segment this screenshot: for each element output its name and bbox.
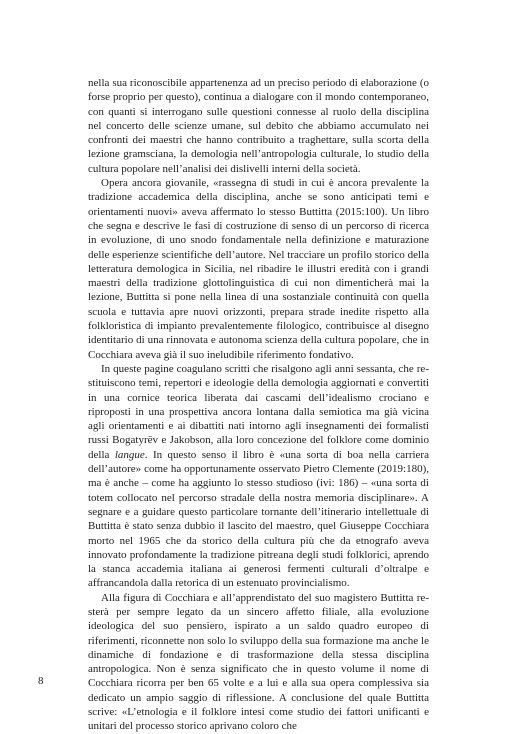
body-text (88, 76, 429, 734)
page-number: 8 (38, 675, 44, 687)
paragraph-1: nella sua riconoscibile appartenenza ad un preciso periodo di elaborazione (o forse proprio per questo), continua a dialogare con il mondo contemporaneo, con quanti si interrogano sulle questioni connesse al ruolo della disciplina nel concerto delle scienze umane, sul debito che abbiamo accumulato nei confronti dei maestri che hanno contribuito a traghettare, sulla scorta della lezione gramsciana, la demologia nell’antropologia culturale, lo studio della cultura popolare nell’analisi dei dislivelli interni della società. (88, 77, 429, 175)
paragraph-3-part-1: In queste pagine coagulano scritti che risalgono agli anni sessanta, che restituiscono temi, repertori e ideologie della demologia aggiornati e convertiti in una cornice teorica liberata dai cascami dell’idealismo crociano e riproposti in una prospettiva ancora lontana dalla semiotica ma già vicina agli orientamenti e ai dibattiti nati intorno agli insegnamenti dei formalisti russi Bogatyrëv e Jakobson, alla loro concezione del folklore come dominio della (88, 362, 429, 461)
paragraph-3 (88, 362, 429, 591)
paragraph-2: Opera ancora giovanile, «rassegna di studi in cui è ancora prevalente la tradizione accademica della disciplina, anche se sono anticipati temi e orientamenti nuovi» aveva affermato lo stesso Buttitta (2015:100). Un libro che segna e descrive le fasi di costruzione di senso di un percorso di ricerca in evoluzione, di uno snodo fondamentale nella definizione e maturazione delle esperienze scientifiche dell’autore. Nel tracciare un profilo storico della letteratura demologica in Sicilia, nel ribadire le illustri eredità con i grandi maestri della tradizione glottolinguistica di cui non dimenticherà mai la lezione, Buttitta si pone nella linea di una sostanziale continuità con quella scuola e tuttavia apre nuovi orizzonti, prepara strade inedite rispetto alla folkloristica di impianto prevalentemente filologico, contribuisce al disegno identitario di una rinnovata e autonoma scienza della cultura popolare, che in Cocchiara aveva già il suo ineludibile riferimento fondativo. (88, 177, 429, 361)
italic-term-langue: langue (114, 448, 145, 461)
paragraph-4: Alla figura di Cocchiara e all’apprendistato del suo magistero Buttitta resterà per sempre legato da un sincero affetto filiale, alla evoluzione ideologica del suo pensiero, ispirato a un saldo quadro europeo di riferimenti, riconnette non solo lo sviluppo della sua formazione ma anche le dinamiche di fondazione e di trasformazione della stessa disciplina antropologica. Non è senza significato che in questo volume il nome di Cocchiara ricorra per ben 65 volte e a lui e alla sua opera complessiva sia dedicato un ampio saggio di riflessione. A conclusione del quale Buttitta scrive: «L’etnologia e il folklore intesi come studio dei fattori unificanti e unitari del processo storico aprivano coloro che (88, 591, 429, 733)
paragraph-3-part-2: . In questo senso il libro è «una sorta di boa nella carriera dell’autore» come ha opportunamente osservato Pietro Clemente (2019:180), ma è anche – come ha aggiunto lo stesso studioso (ivi: 186) – «una sorta di totem collocato nel percorso stradale della nostra memoria disciplinare». A segnare e a guidare questo particolare tornante dell’itinerario intellettuale di Buttitta è stato senza dubbio il lascito del maestro, quel Giuseppe Cocchiara morto nel 1965 che da storico della cultura più che da etnografo aveva innovato profondamente la tradizione pitreana degli studi folklorici, aprendo la stanca accademia italiana ai generosi fermenti culturali d’oltralpe e affrancandola dalla retorica di un estenuato provincialismo. (88, 448, 429, 590)
